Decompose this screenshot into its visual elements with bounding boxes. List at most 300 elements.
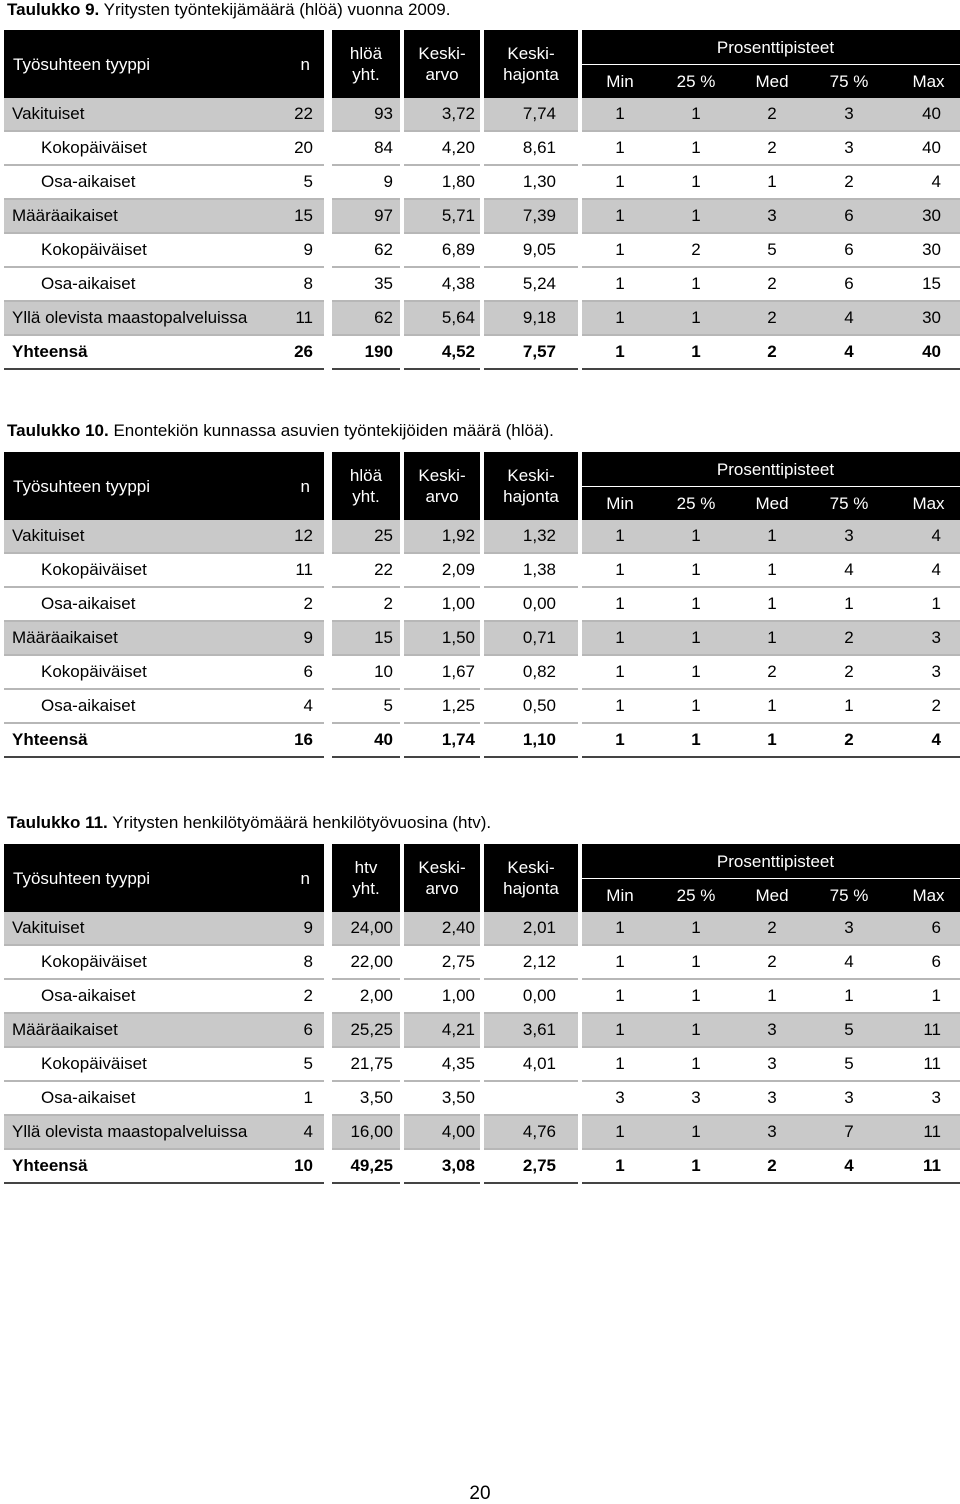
cell-sd: 7,74 [484,98,578,131]
cell-min: 1 [582,689,658,723]
table-row [4,1013,960,1047]
column-gap [324,1115,332,1149]
cell-n: 2 [268,587,324,621]
column-gap [324,520,332,553]
cell-med: 2 [734,945,810,979]
table-11-caption [7,813,491,833]
cell-min: 1 [582,979,658,1013]
cell-med: 1 [734,621,810,655]
cell-mean: 1,74 [404,723,480,757]
header-min: Min [582,879,658,913]
cell-p25: 2 [658,233,734,267]
cell-med: 1 [734,587,810,621]
table-10-caption [7,421,554,441]
cell-count: 24,00 [332,912,400,945]
header-med: Med [734,879,810,913]
cell-sd: 0,50 [484,689,578,723]
column-gap [324,979,332,1013]
header-min: Min [582,487,658,521]
cell-med: 5 [734,233,810,267]
row-label: Yllä olevista maastopalveluissa [4,1115,268,1149]
header-count [332,30,400,98]
cell-p75: 3 [810,520,888,553]
header-med: Med [734,487,810,521]
cell-med: 1 [734,165,810,199]
table-body [4,912,960,1183]
cell-p25: 3 [658,1081,734,1115]
header-type: Työsuhteen tyyppi [4,844,268,912]
cell-max: 40 [888,335,960,369]
cell-max: 6 [888,945,960,979]
table-11 [4,844,960,1184]
table-row [4,587,960,621]
table-row [4,1115,960,1149]
cell-max: 15 [888,267,960,301]
cell-count: 5 [332,689,400,723]
cell-sd: 0,71 [484,621,578,655]
column-gap [324,655,332,689]
cell-mean: 5,71 [404,199,480,233]
header-n: n [268,844,324,912]
table-body [4,98,960,369]
header-count-line2: yht. [352,65,380,84]
header-sd-line1: Keski- [507,44,555,63]
cell-mean: 1,25 [404,689,480,723]
cell-n: 1 [268,1081,324,1115]
header-max: Max [888,65,960,99]
cell-sd: 7,57 [484,335,578,369]
cell-p75: 6 [810,267,888,301]
cell-max: 3 [888,621,960,655]
cell-max: 4 [888,165,960,199]
row-label: Kokopäiväiset [4,131,268,165]
cell-p25: 1 [658,98,734,131]
cell-p25: 1 [658,1149,734,1183]
cell-max: 30 [888,199,960,233]
cell-p75: 4 [810,1149,888,1183]
cell-sd: 2,12 [484,945,578,979]
cell-n: 20 [268,131,324,165]
cell-max: 4 [888,723,960,757]
cell-count: 22,00 [332,945,400,979]
cell-med: 3 [734,1013,810,1047]
cell-mean: 2,09 [404,553,480,587]
table-10 [4,452,960,758]
header-p75: 75 % [810,487,888,521]
table-row [4,233,960,267]
cell-p25: 1 [658,199,734,233]
caption-number: Taulukko 9. [7,0,100,19]
cell-sd: 1,32 [484,520,578,553]
column-gap [324,335,332,369]
cell-med: 2 [734,1149,810,1183]
cell-min: 1 [582,165,658,199]
cell-sd: 2,75 [484,1149,578,1183]
cell-count: 190 [332,335,400,369]
table-row [4,98,960,131]
cell-med: 2 [734,267,810,301]
cell-min: 1 [582,267,658,301]
cell-min: 1 [582,1149,658,1183]
cell-p25: 1 [658,945,734,979]
header-count-line2: yht. [352,487,380,506]
header-percentiles: Prosenttipisteet [582,452,960,487]
cell-mean: 4,20 [404,131,480,165]
cell-max: 2 [888,689,960,723]
cell-p25: 1 [658,621,734,655]
cell-mean: 4,21 [404,1013,480,1047]
cell-max: 40 [888,131,960,165]
cell-p75: 2 [810,723,888,757]
cell-mean: 1,67 [404,655,480,689]
cell-p25: 1 [658,723,734,757]
row-label: Kokopäiväiset [4,655,268,689]
cell-max: 11 [888,1013,960,1047]
table-row [4,335,960,369]
cell-mean: 3,50 [404,1081,480,1115]
cell-p75: 4 [810,335,888,369]
cell-n: 5 [268,1047,324,1081]
row-label: Vakituiset [4,912,268,945]
header-percentiles: Prosenttipisteet [582,844,960,879]
cell-med: 2 [734,301,810,335]
cell-med: 2 [734,98,810,131]
column-gap [324,1081,332,1115]
cell-min: 1 [582,723,658,757]
cell-p25: 1 [658,1115,734,1149]
cell-sd: 0,00 [484,587,578,621]
cell-mean: 4,38 [404,267,480,301]
row-label: Yhteensä [4,1149,268,1183]
cell-p75: 2 [810,165,888,199]
row-label: Osa-aikaiset [4,979,268,1013]
cell-count: 3,50 [332,1081,400,1115]
table-9-caption [7,0,451,20]
table-row [4,301,960,335]
header-min: Min [582,65,658,99]
table-row [4,1081,960,1115]
header-n: n [268,30,324,98]
cell-p75: 2 [810,621,888,655]
table-row [4,520,960,553]
cell-max: 1 [888,587,960,621]
column-gap [324,98,332,131]
cell-count: 40 [332,723,400,757]
row-label: Määräaikaiset [4,621,268,655]
row-label: Osa-aikaiset [4,587,268,621]
header-gap [324,30,332,98]
cell-n: 15 [268,199,324,233]
column-gap [324,1149,332,1183]
cell-p75: 4 [810,553,888,587]
cell-mean: 4,35 [404,1047,480,1081]
cell-mean: 5,64 [404,301,480,335]
cell-min: 1 [582,553,658,587]
header-sd-line2: hajonta [503,65,559,84]
cell-n: 11 [268,301,324,335]
column-gap [324,199,332,233]
cell-sd: 0,82 [484,655,578,689]
header-percentiles: Prosenttipisteet [582,30,960,65]
cell-min: 1 [582,233,658,267]
cell-max: 1 [888,979,960,1013]
cell-n: 10 [268,1149,324,1183]
cell-max: 40 [888,98,960,131]
cell-p75: 1 [810,587,888,621]
header-mean [404,452,480,520]
cell-n: 26 [268,335,324,369]
cell-med: 3 [734,1115,810,1149]
header-n: n [268,452,324,520]
cell-p25: 1 [658,1013,734,1047]
cell-p25: 1 [658,689,734,723]
cell-max: 4 [888,520,960,553]
cell-mean: 3,08 [404,1149,480,1183]
cell-p75: 2 [810,655,888,689]
cell-min: 3 [582,1081,658,1115]
header-count-line1: hlöä [349,466,383,485]
header-gap [324,452,332,520]
header-sd [484,844,578,912]
header-sd-line1: Keski- [507,466,555,485]
cell-med: 2 [734,335,810,369]
cell-med: 2 [734,912,810,945]
column-gap [324,689,332,723]
cell-p25: 1 [658,165,734,199]
cell-p25: 1 [658,267,734,301]
cell-med: 1 [734,979,810,1013]
row-label: Kokopäiväiset [4,1047,268,1081]
cell-med: 2 [734,131,810,165]
column-gap [324,553,332,587]
row-label: Osa-aikaiset [4,1081,268,1115]
cell-p75: 3 [810,98,888,131]
column-gap [324,621,332,655]
header-count-line1: htv [354,858,378,877]
row-label: Vakituiset [4,520,268,553]
table-row [4,621,960,655]
cell-max: 6 [888,912,960,945]
cell-n: 4 [268,1115,324,1149]
cell-mean: 2,40 [404,912,480,945]
cell-n: 2 [268,979,324,1013]
table-row [4,1149,960,1183]
cell-med: 1 [734,520,810,553]
row-label: Kokopäiväiset [4,233,268,267]
header-p75: 75 % [810,65,888,99]
cell-n: 11 [268,553,324,587]
cell-n: 9 [268,621,324,655]
cell-mean: 1,92 [404,520,480,553]
cell-p25: 1 [658,655,734,689]
cell-p75: 7 [810,1115,888,1149]
cell-mean: 4,52 [404,335,480,369]
header-gap [324,844,332,912]
header-count [332,452,400,520]
column-gap [324,912,332,945]
cell-n: 8 [268,945,324,979]
header-mean-line2: arvo [425,879,459,898]
column-gap [324,267,332,301]
cell-med: 2 [734,655,810,689]
header-p25: 25 % [658,487,734,521]
row-label: Kokopäiväiset [4,553,268,587]
table-header [4,452,960,520]
cell-sd: 1,10 [484,723,578,757]
cell-med: 1 [734,723,810,757]
cell-p25: 1 [658,587,734,621]
cell-n: 22 [268,98,324,131]
cell-min: 1 [582,1013,658,1047]
header-p25: 25 % [658,65,734,99]
cell-count: 49,25 [332,1149,400,1183]
cell-sd [484,1081,578,1115]
cell-n: 12 [268,520,324,553]
cell-n: 8 [268,267,324,301]
cell-min: 1 [582,335,658,369]
cell-max: 11 [888,1115,960,1149]
column-gap [324,233,332,267]
cell-n: 6 [268,655,324,689]
table-row [4,723,960,757]
cell-p25: 1 [658,1047,734,1081]
cell-mean: 3,72 [404,98,480,131]
cell-p25: 1 [658,335,734,369]
cell-mean: 1,80 [404,165,480,199]
cell-min: 1 [582,1115,658,1149]
column-gap [324,131,332,165]
row-label: Osa-aikaiset [4,689,268,723]
row-label: Osa-aikaiset [4,267,268,301]
cell-min: 1 [582,621,658,655]
row-label: Kokopäiväiset [4,945,268,979]
header-sd-line1: Keski- [507,858,555,877]
header-mean-line1: Keski- [418,466,466,485]
header-max: Max [888,879,960,913]
cell-mean: 1,50 [404,621,480,655]
table-row [4,553,960,587]
header-med: Med [734,65,810,99]
caption-number: Taulukko 10. [7,421,109,440]
cell-count: 97 [332,199,400,233]
row-label: Osa-aikaiset [4,165,268,199]
cell-max: 11 [888,1047,960,1081]
row-label: Vakituiset [4,98,268,131]
cell-p75: 4 [810,945,888,979]
cell-sd: 9,18 [484,301,578,335]
table-header [4,30,960,98]
cell-sd: 7,39 [484,199,578,233]
cell-min: 1 [582,98,658,131]
table-body [4,520,960,757]
cell-sd: 4,76 [484,1115,578,1149]
cell-min: 1 [582,301,658,335]
header-mean-line2: arvo [425,487,459,506]
caption-number: Taulukko 11. [7,813,108,832]
column-gap [324,165,332,199]
cell-max: 3 [888,655,960,689]
table-row [4,267,960,301]
header-sd-line2: hajonta [503,879,559,898]
cell-p75: 3 [810,1081,888,1115]
table-row [4,912,960,945]
header-sd [484,30,578,98]
table-row [4,979,960,1013]
cell-mean: 2,75 [404,945,480,979]
cell-med: 3 [734,1081,810,1115]
header-max: Max [888,487,960,521]
cell-sd: 8,61 [484,131,578,165]
header-mean [404,844,480,912]
column-gap [324,945,332,979]
cell-p75: 3 [810,131,888,165]
cell-p25: 1 [658,979,734,1013]
column-gap [324,1047,332,1081]
cell-sd: 5,24 [484,267,578,301]
cell-sd: 1,38 [484,553,578,587]
cell-mean: 1,00 [404,587,480,621]
cell-count: 62 [332,233,400,267]
row-label: Yhteensä [4,335,268,369]
cell-p25: 1 [658,553,734,587]
cell-count: 22 [332,553,400,587]
cell-sd: 9,05 [484,233,578,267]
cell-sd: 2,01 [484,912,578,945]
table-row [4,655,960,689]
cell-p75: 5 [810,1013,888,1047]
cell-n: 6 [268,1013,324,1047]
cell-min: 1 [582,199,658,233]
header-mean-line2: arvo [425,65,459,84]
header-p25: 25 % [658,879,734,913]
header-mean-line1: Keski- [418,44,466,63]
cell-med: 3 [734,199,810,233]
cell-p25: 1 [658,301,734,335]
row-label: Yhteensä [4,723,268,757]
header-count [332,844,400,912]
cell-max: 11 [888,1149,960,1183]
header-type: Työsuhteen tyyppi [4,30,268,98]
column-gap [324,1013,332,1047]
cell-n: 9 [268,233,324,267]
cell-min: 1 [582,1047,658,1081]
cell-p25: 1 [658,131,734,165]
cell-count: 93 [332,98,400,131]
cell-count: 15 [332,621,400,655]
cell-min: 1 [582,945,658,979]
table-row [4,165,960,199]
header-p75: 75 % [810,879,888,913]
header-mean [404,30,480,98]
cell-med: 1 [734,689,810,723]
cell-p25: 1 [658,912,734,945]
cell-max: 30 [888,233,960,267]
table-row [4,689,960,723]
row-label: Määräaikaiset [4,199,268,233]
row-label: Yllä olevista maastopalveluissa [4,301,268,335]
cell-max: 3 [888,1081,960,1115]
cell-mean: 4,00 [404,1115,480,1149]
header-count-line1: hlöä [349,44,383,63]
cell-count: 16,00 [332,1115,400,1149]
cell-mean: 1,00 [404,979,480,1013]
cell-min: 1 [582,131,658,165]
header-type: Työsuhteen tyyppi [4,452,268,520]
header-mean-line1: Keski- [418,858,466,877]
cell-min: 1 [582,587,658,621]
cell-sd: 4,01 [484,1047,578,1081]
header-sd [484,452,578,520]
